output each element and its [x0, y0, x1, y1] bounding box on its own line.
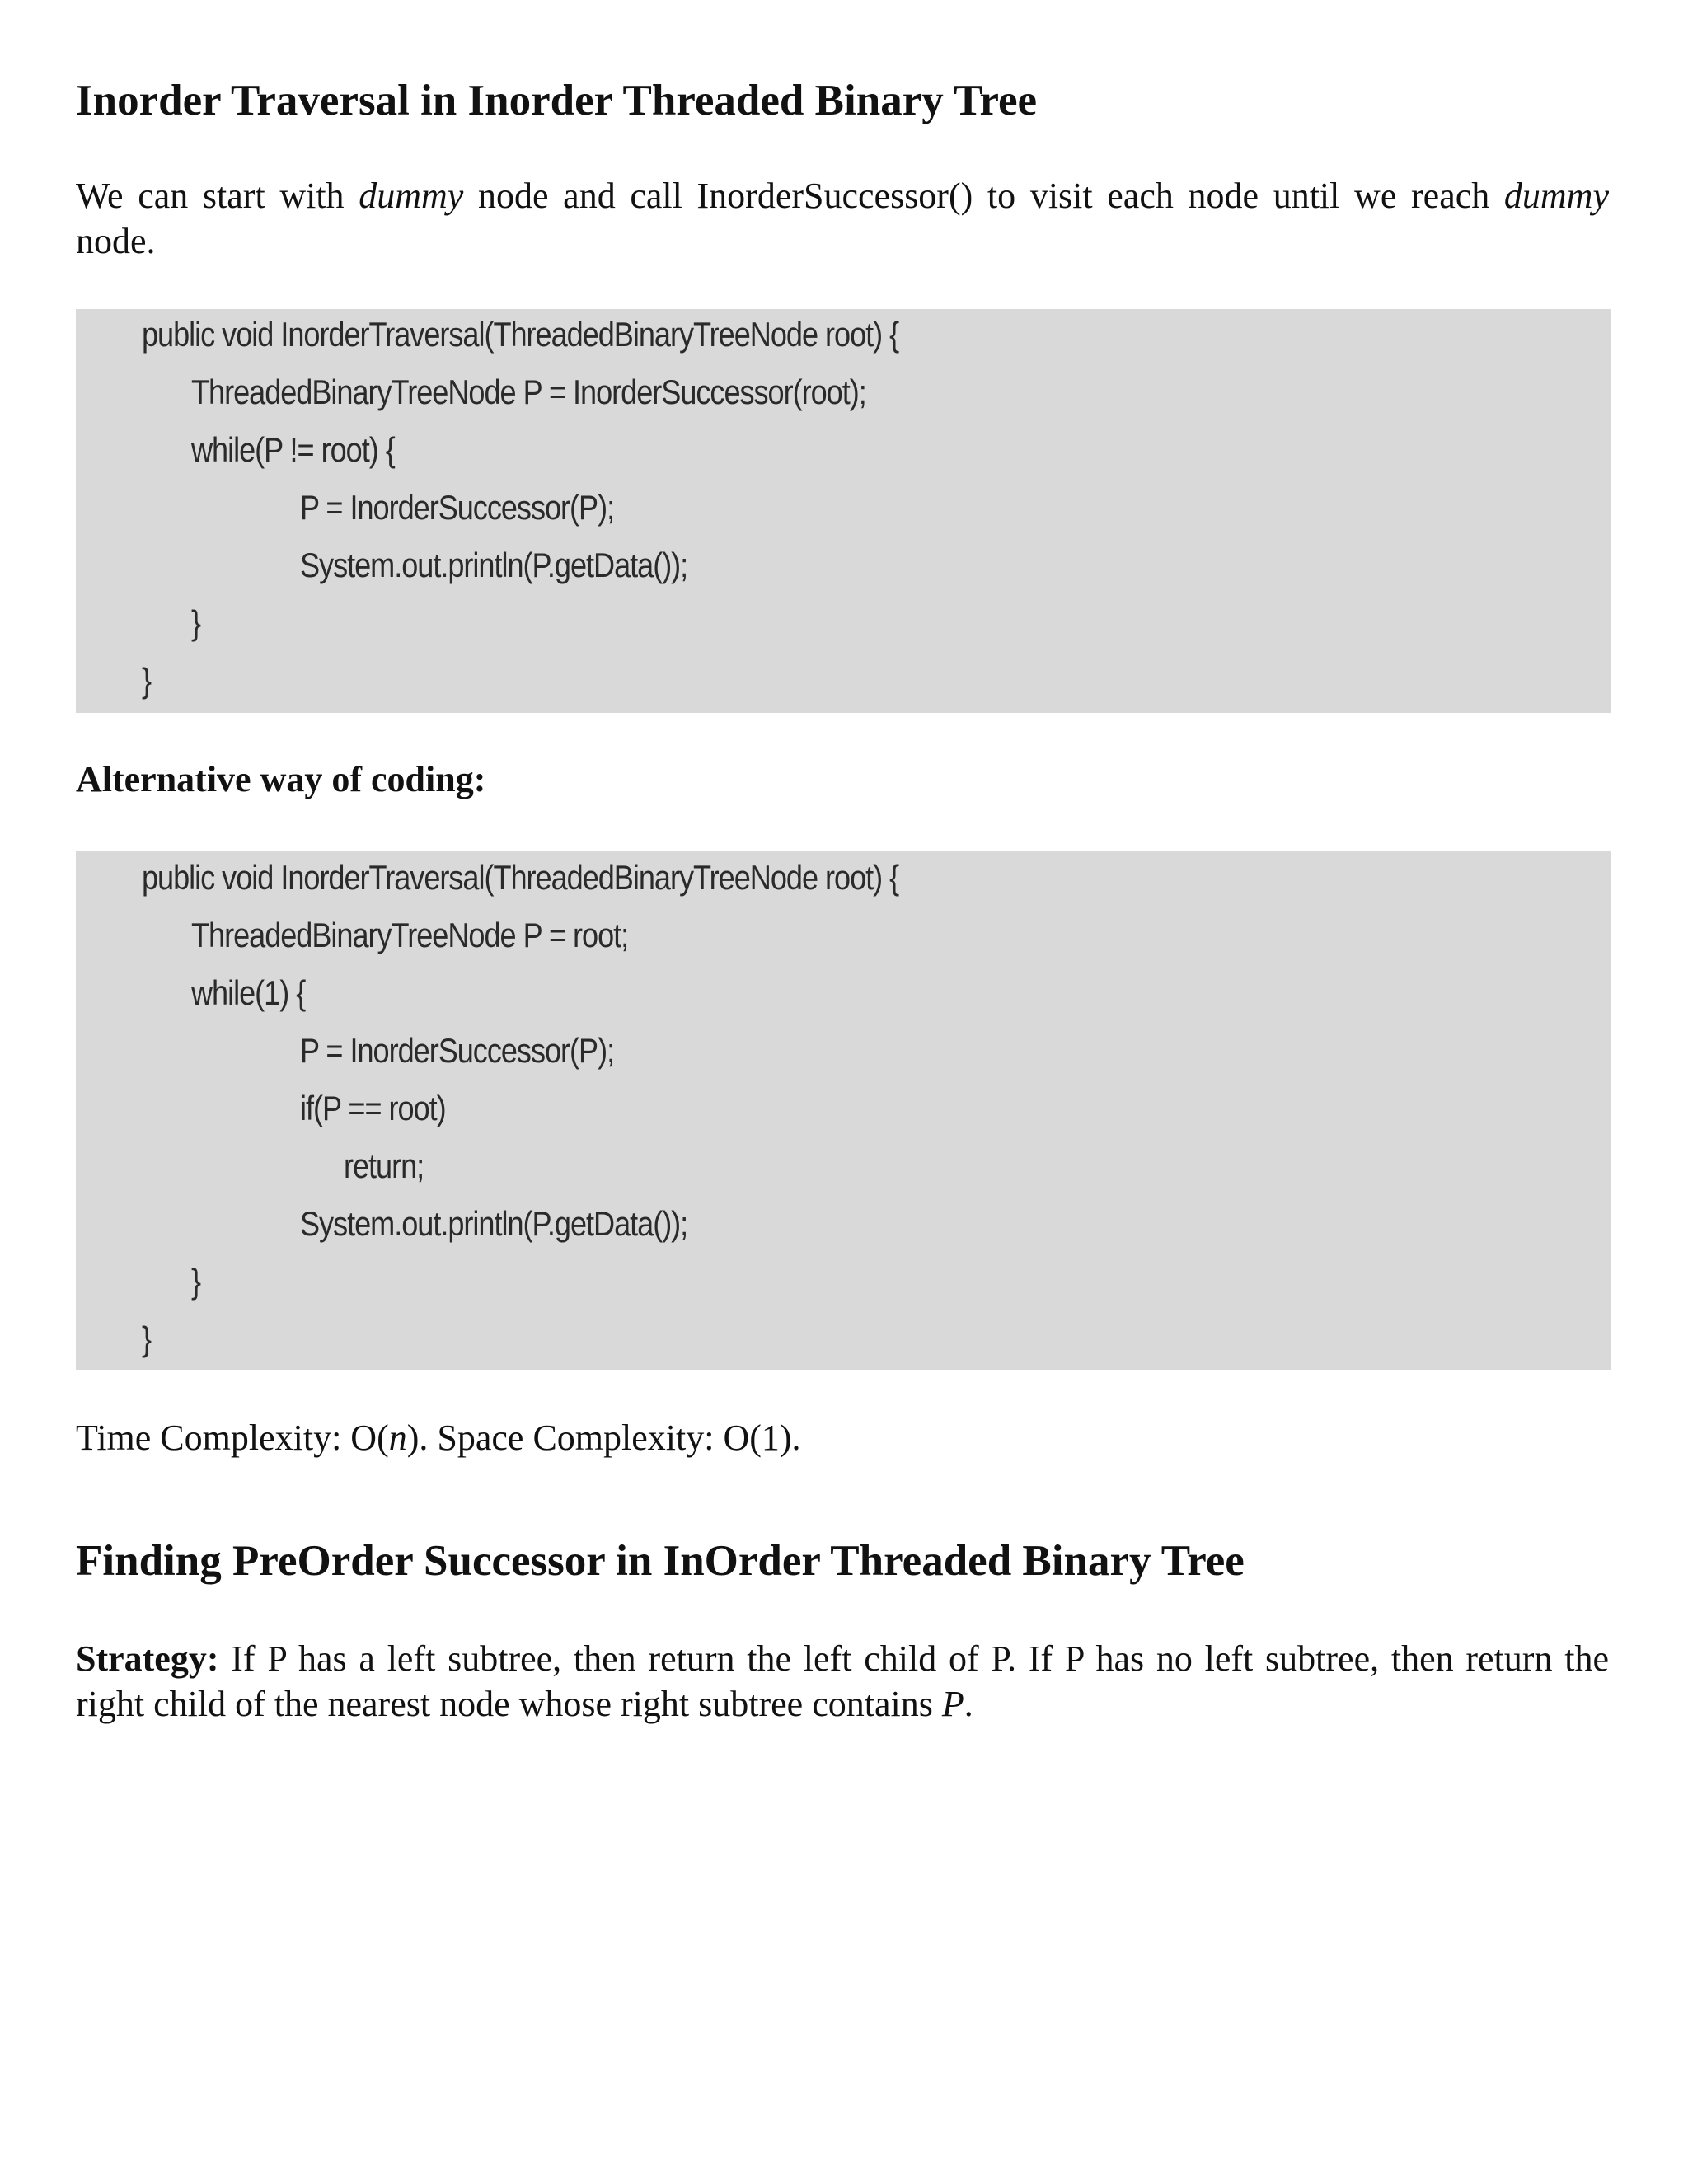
strategy-text: If P has a left subtree, then return the left child of P. If P has no left subtree, then return the right child of the nearest node whose right subtree contains [76, 1638, 1609, 1724]
code-line: P = InorderSuccessor(P); [300, 1031, 615, 1070]
strategy-emphasis-p: P [941, 1684, 964, 1724]
code-line: System.out.println(P.getData()); [300, 1204, 688, 1243]
code-line: while(P != root) { [191, 430, 395, 469]
intro-paragraph [76, 173, 1609, 264]
intro-emphasis-dummy-1: dummy [359, 176, 464, 216]
intro-emphasis-dummy-2: dummy [1503, 176, 1609, 216]
code-line: P = InorderSuccessor(P); [300, 488, 615, 527]
code-line: public void InorderTraversal(ThreadedBinaryTreeNode root) { [142, 858, 899, 897]
code-line: while(1) { [191, 973, 306, 1012]
code-line: System.out.println(P.getData()); [300, 546, 688, 584]
code-line: ThreadedBinaryTreeNode P = InorderSuccessor(root); [191, 373, 866, 411]
strategy-paragraph [76, 1636, 1609, 1727]
code-line: } [191, 603, 201, 642]
intro-text-2: node and call InorderSuccessor() to visit each node until we reach [463, 176, 1504, 216]
code-line: } [142, 661, 152, 700]
code-line: return; [344, 1146, 424, 1185]
complexity-text-2: ). Space Complexity: O(1). [406, 1418, 801, 1458]
intro-text-3: node. [76, 221, 156, 261]
complexity-emphasis-n: n [388, 1418, 407, 1458]
strategy-end: . [964, 1684, 973, 1724]
intro-text-1: We can start with [76, 176, 359, 216]
code-line: public void InorderTraversal(ThreadedBinaryTreeNode root) { [142, 315, 899, 354]
code-line: } [142, 1319, 152, 1358]
code-block-traversal [76, 309, 1611, 713]
section-heading-preorder-successor: Finding PreOrder Successor in InOrder Threaded Binary Tree [76, 1537, 1245, 1585]
complexity-paragraph [76, 1415, 1609, 1460]
strategy-label: Strategy: [76, 1638, 219, 1679]
section-heading-inorder-traversal: Inorder Traversal in Inorder Threaded Binary Tree [76, 77, 1038, 124]
complexity-text-1: Time Complexity: O( [76, 1418, 389, 1458]
code-block-alternative [76, 851, 1611, 1370]
code-line: ThreadedBinaryTreeNode P = root; [191, 916, 629, 954]
alternative-coding-heading: Alternative way of coding: [76, 759, 486, 799]
code-line: } [191, 1262, 201, 1301]
code-line: if(P == root) [300, 1089, 446, 1127]
